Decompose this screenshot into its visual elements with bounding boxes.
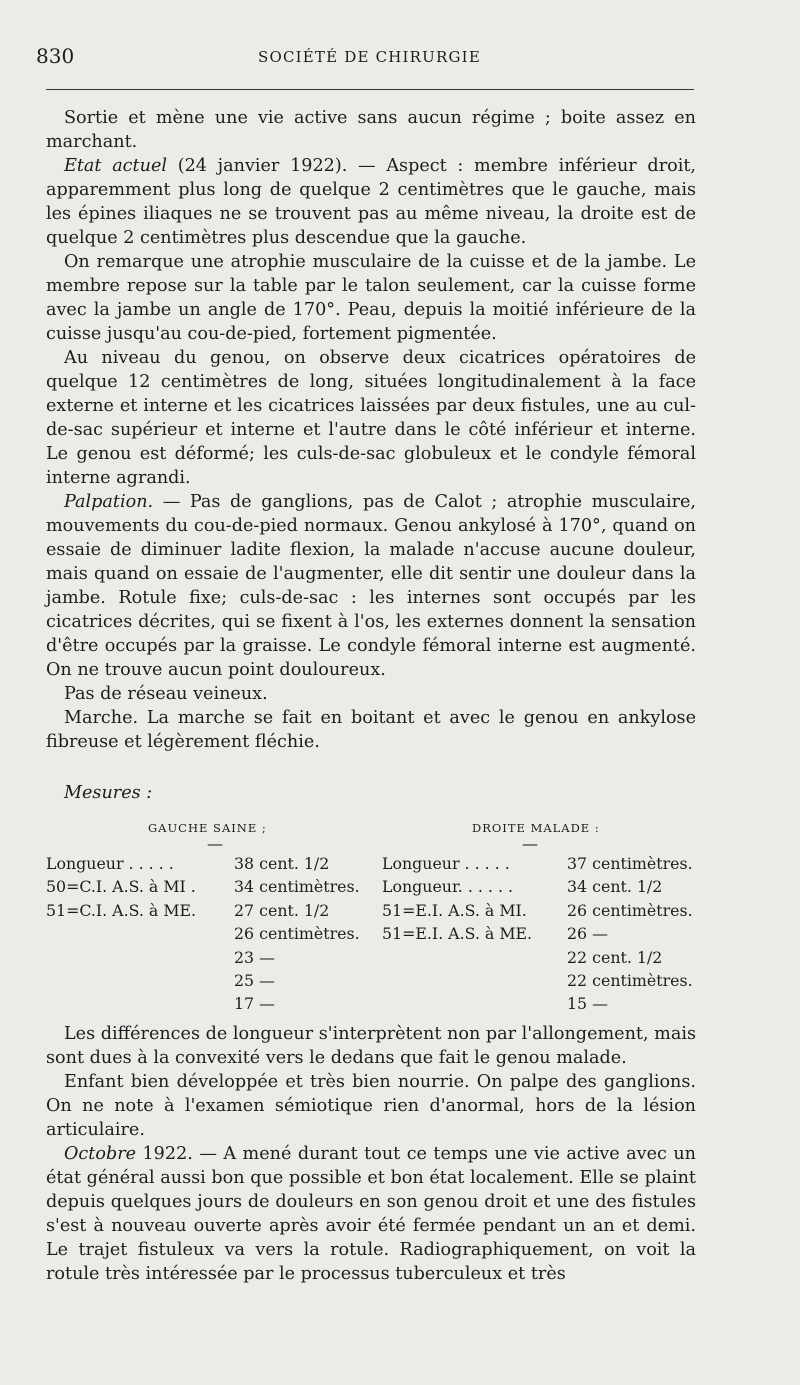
table-cell: 51=E.I. A.S. à ME. — [382, 924, 533, 944]
table-cell: 26 — — [567, 924, 608, 944]
table-cell: 26 centimètres. — [567, 900, 693, 920]
table-cell: 38 cent. 1/2 — [234, 854, 330, 873]
table-cell: Longueur . . . . . — [382, 854, 510, 873]
table-cell: 25 — — [234, 970, 275, 990]
header-rule — [46, 89, 694, 90]
paragraph-octobre — [46, 1142, 696, 1286]
left-header-dash: — — [207, 834, 223, 853]
table-cell: 15 — — [567, 994, 608, 1014]
paragraph-differences: Les différences de longueur s'interprètent non par l'allongement, mais sont dues à la convexité vers le dedans que fait le genou malade. — [46, 1024, 696, 1068]
mesures-label: Mesures : — [64, 783, 153, 803]
page-header — [0, 0, 800, 100]
right-header-dash: — — [522, 834, 538, 853]
table-cell: 23 — — [234, 947, 275, 967]
etat-actuel-label: Etat actuel — [64, 156, 167, 176]
table-row — [46, 971, 706, 994]
page-number: 830 — [36, 44, 75, 68]
table-row — [46, 877, 706, 900]
table-row — [46, 901, 706, 924]
table-row — [46, 924, 706, 947]
table-cell: 26 centimètres. — [234, 924, 360, 944]
paragraph-reseau: Pas de réseau veineux. — [64, 684, 268, 704]
running-title: SOCIÉTÉ DE CHIRURGIE — [258, 48, 481, 66]
paragraph-palpation — [46, 490, 696, 682]
octobre-label: Octobre — [64, 1144, 137, 1164]
table-cell: 51=C.I. A.S. à ME. — [46, 900, 197, 920]
table-cell: Longueur. . . . . . — [382, 877, 514, 897]
table-cell: 22 cent. 1/2 — [567, 947, 663, 967]
table-cell: 22 centimètres. — [567, 970, 693, 990]
paragraph-marche: Marche. La marche se fait en boitant et avec le genou en ankylose fibreuse et légèrement fléchie. — [46, 708, 696, 752]
table-cell: 34 centimètres. — [234, 877, 360, 897]
right-column-header: DROITE MALADE : — [472, 821, 600, 835]
body-text-continued — [46, 1022, 696, 1286]
measurements-table — [46, 854, 706, 1018]
paragraph-sortie: Sortie et mène une vie active sans aucun régime ; boite assez en marchant. — [46, 108, 696, 152]
palpation-text: — Pas de ganglions, pas de Calot ; atrophie musculaire, mouvements du cou-de-pied normaux. Genou ankylosé à 170°, quand on essaie de diminuer ladite flexion, la malade n'accuse aucune douleur, mais quand on essaie de l'augmenter, elle dit sentir une douleur dans la jambe. Rotule fixe; culs-de-sac : les internes sont occupés par les cicatrices décrites, qui se fixent à l'os, les externes donnent la sensation d'être occupés par la graisse. Le condyle fémoral interne est augmenté. On ne trouve aucun point douloureux. — [46, 492, 696, 680]
octobre-text: 1922. — A mené durant tout ce temps une vie active avec un état général aussi bon que possible et bon état localement. Elle se plaint depuis quelques jours de douleurs en son genou droit et une des fistules s'est à nouveau ouverte après avoir été fermée pendant un an et demi. Le trajet fistuleux va vers la rotule. Radiographiquement, on voit la rotule très intéressée par le processus tuberculeux et très — [46, 1144, 696, 1284]
left-column-header: GAUCHE SAINE ; — [148, 821, 267, 835]
table-cell: 34 cent. 1/2 — [567, 877, 663, 897]
table-cell: 50=C.I. A.S. à MI . — [46, 877, 196, 897]
table-row — [46, 948, 706, 971]
table-cell: 27 cent. 1/2 — [234, 900, 330, 920]
table-cell: 51=E.I. A.S. à MI. — [382, 900, 527, 920]
table-cell: 17 — — [234, 994, 275, 1014]
paragraph-genou: Au niveau du genou, on observe deux cicatrices opératoires de quelque 12 centimètres de long, situées longitudinalement à la face externe et interne et les cicatrices laissées par deux fistules, une au cul-de-sac supérieur et interne et l'autre dans le côté inférieur et interne. Le genou est déformé; les culs-de-sac globuleux et le condyle fémoral interne agrandi. — [46, 348, 696, 488]
body-text — [46, 106, 696, 754]
table-cell: Longueur . . . . . — [46, 854, 174, 873]
table-row — [46, 854, 706, 877]
paragraph-etat-actuel — [46, 154, 696, 250]
paragraph-enfant: Enfant bien développée et très bien nourrie. On palpe des ganglions. On ne note à l'examen sémiotique rien d'anormal, hors de la lésion articulaire. — [46, 1072, 696, 1140]
paragraph-atrophie: On remarque une atrophie musculaire de la cuisse et de la jambe. Le membre repose sur la table par le talon seulement, car la cuisse forme avec la jambe un angle de 170°. Peau, depuis la moitié inférieure de la cuisse jusqu'au cou-de-pied, fortement pigmentée. — [46, 252, 696, 344]
etat-actuel-text: (24 janvier 1922). — Aspect : membre inférieur droit, apparemment plus long de quelque 2 centimètres que le gauche, mais les épines iliaques ne se trouvent pas au même niveau, la droite est de quelque 2 centimètres plus descendue que la gauche. — [46, 156, 696, 248]
table-row — [46, 994, 706, 1017]
table-cell: 37 centimètres. — [567, 854, 693, 873]
palpation-label: Palpation. — [64, 492, 154, 512]
